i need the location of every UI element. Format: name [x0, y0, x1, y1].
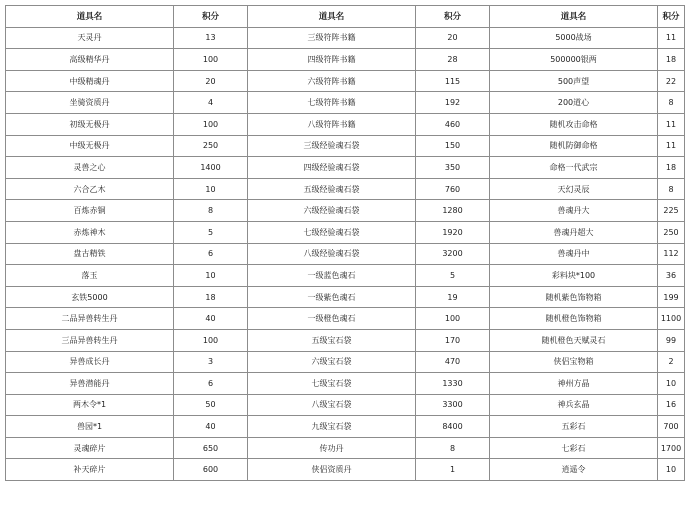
header-row — [6, 6, 685, 28]
points-cell: 460 — [416, 113, 490, 135]
points-cell: 350 — [416, 157, 490, 179]
points-cell: 4 — [174, 92, 248, 114]
points-cell: 10 — [658, 459, 685, 481]
item-name-cell: 兽魂丹中 — [490, 243, 658, 265]
item-name-cell: 盘古精铁 — [6, 243, 174, 265]
item-name-cell: 逍遥令 — [490, 459, 658, 481]
table-row — [6, 437, 685, 459]
item-name-cell: 传功丹 — [248, 437, 416, 459]
item-name-cell: 500声望 — [490, 70, 658, 92]
points-cell: 8 — [658, 92, 685, 114]
item-name-cell: 玄铁5000 — [6, 286, 174, 308]
points-cell: 99 — [658, 329, 685, 351]
points-cell: 18 — [658, 49, 685, 71]
points-cell: 1700 — [658, 437, 685, 459]
item-name-cell: 七彩石 — [490, 437, 658, 459]
table-row — [6, 221, 685, 243]
item-name-cell: 异兽潜能丹 — [6, 373, 174, 395]
item-name-cell: 随机攻击命格 — [490, 113, 658, 135]
table-row — [6, 200, 685, 222]
points-cell: 10 — [174, 265, 248, 287]
item-name-cell: 天灵丹 — [6, 27, 174, 49]
item-name-cell: 补天碎片 — [6, 459, 174, 481]
header-points-1: 积分 — [174, 6, 248, 28]
header-item-name-1: 道具名 — [6, 6, 174, 28]
item-name-cell: 神州方晶 — [490, 373, 658, 395]
table-row — [6, 178, 685, 200]
table-row — [6, 329, 685, 351]
item-name-cell: 随机橙色天赋灵石 — [490, 329, 658, 351]
item-name-cell: 兽魂丹大 — [490, 200, 658, 222]
points-cell: 18 — [658, 157, 685, 179]
points-cell: 11 — [658, 135, 685, 157]
item-name-cell: 天幻灵辰 — [490, 178, 658, 200]
item-name-cell: 一级紫色魂石 — [248, 286, 416, 308]
points-cell: 5 — [174, 221, 248, 243]
table-row — [6, 416, 685, 438]
points-cell: 8 — [174, 200, 248, 222]
item-name-cell: 坐骑资质丹 — [6, 92, 174, 114]
points-cell: 8400 — [416, 416, 490, 438]
item-name-cell: 随机防御命格 — [490, 135, 658, 157]
points-cell: 3200 — [416, 243, 490, 265]
points-cell: 8 — [658, 178, 685, 200]
points-cell: 16 — [658, 394, 685, 416]
points-cell: 700 — [658, 416, 685, 438]
points-cell: 10 — [174, 178, 248, 200]
points-cell: 760 — [416, 178, 490, 200]
item-name-cell: 七级经验魂石袋 — [248, 221, 416, 243]
points-cell: 150 — [416, 135, 490, 157]
points-cell: 3300 — [416, 394, 490, 416]
table-row — [6, 70, 685, 92]
item-name-cell: 兽魂丹超大 — [490, 221, 658, 243]
item-name-cell: 灵兽之心 — [6, 157, 174, 179]
item-name-cell: 高级精华丹 — [6, 49, 174, 71]
item-name-cell: 一级蓝色魂石 — [248, 265, 416, 287]
item-name-cell: 百炼赤铜 — [6, 200, 174, 222]
item-name-cell: 三级符阵书籍 — [248, 27, 416, 49]
table-row — [6, 92, 685, 114]
item-name-cell: 一级橙色魂石 — [248, 308, 416, 330]
item-name-cell: 八级经验魂石袋 — [248, 243, 416, 265]
item-name-cell: 异兽成长丹 — [6, 351, 174, 373]
item-name-cell: 赤炼神木 — [6, 221, 174, 243]
header-points-3: 积分 — [658, 6, 685, 28]
table-row — [6, 265, 685, 287]
points-cell: 650 — [174, 437, 248, 459]
points-cell: 18 — [174, 286, 248, 308]
item-name-cell: 命格一代武宗 — [490, 157, 658, 179]
points-cell: 36 — [658, 265, 685, 287]
item-name-cell: 两木令*1 — [6, 394, 174, 416]
item-name-cell: 三级经验魂石袋 — [248, 135, 416, 157]
item-name-cell: 侠侣资质丹 — [248, 459, 416, 481]
points-cell: 115 — [416, 70, 490, 92]
item-name-cell: 四级经验魂石袋 — [248, 157, 416, 179]
item-name-cell: 随机紫色饰物箱 — [490, 286, 658, 308]
item-name-cell: 200道心 — [490, 92, 658, 114]
item-name-cell: 中级精魂丹 — [6, 70, 174, 92]
item-name-cell: 六合乙木 — [6, 178, 174, 200]
item-name-cell: 落玉 — [6, 265, 174, 287]
points-cell: 199 — [658, 286, 685, 308]
points-cell: 1330 — [416, 373, 490, 395]
item-name-cell: 六级经验魂石袋 — [248, 200, 416, 222]
points-exchange-table — [5, 5, 685, 481]
points-cell: 2 — [658, 351, 685, 373]
points-cell: 22 — [658, 70, 685, 92]
item-name-cell: 500000银两 — [490, 49, 658, 71]
points-cell: 1920 — [416, 221, 490, 243]
item-name-cell: 中级无极丹 — [6, 135, 174, 157]
item-name-cell: 二品异兽转生丹 — [6, 308, 174, 330]
item-name-cell: 三品异兽转生丹 — [6, 329, 174, 351]
item-name-cell: 兽园*1 — [6, 416, 174, 438]
item-name-cell: 五彩石 — [490, 416, 658, 438]
item-name-cell: 灵魂碎片 — [6, 437, 174, 459]
item-name-cell: 五级宝石袋 — [248, 329, 416, 351]
table-row — [6, 49, 685, 71]
table-row — [6, 157, 685, 179]
table-row — [6, 243, 685, 265]
table-row — [6, 135, 685, 157]
points-cell: 40 — [174, 416, 248, 438]
points-cell: 10 — [658, 373, 685, 395]
points-cell: 8 — [416, 437, 490, 459]
header-item-name-2: 道具名 — [248, 6, 416, 28]
points-cell: 6 — [174, 243, 248, 265]
table-row — [6, 459, 685, 481]
item-name-cell: 五级经验魂石袋 — [248, 178, 416, 200]
points-cell: 100 — [174, 113, 248, 135]
header-item-name-3: 道具名 — [490, 6, 658, 28]
item-name-cell: 六级宝石袋 — [248, 351, 416, 373]
item-name-cell: 彩料块*100 — [490, 265, 658, 287]
points-cell: 600 — [174, 459, 248, 481]
points-cell: 170 — [416, 329, 490, 351]
item-name-cell: 七级宝石袋 — [248, 373, 416, 395]
points-cell: 100 — [174, 329, 248, 351]
points-cell: 250 — [174, 135, 248, 157]
item-name-cell: 5000战场 — [490, 27, 658, 49]
points-cell: 20 — [174, 70, 248, 92]
item-name-cell: 随机橙色饰物箱 — [490, 308, 658, 330]
points-cell: 40 — [174, 308, 248, 330]
points-cell: 192 — [416, 92, 490, 114]
points-cell: 11 — [658, 113, 685, 135]
item-name-cell: 六级符阵书籍 — [248, 70, 416, 92]
item-name-cell: 初级无极丹 — [6, 113, 174, 135]
table-row — [6, 394, 685, 416]
points-cell: 1280 — [416, 200, 490, 222]
table-row — [6, 27, 685, 49]
table-body — [6, 27, 685, 480]
points-cell: 225 — [658, 200, 685, 222]
item-name-cell: 侠侣宝物箱 — [490, 351, 658, 373]
item-name-cell: 四级符阵书籍 — [248, 49, 416, 71]
points-cell: 112 — [658, 243, 685, 265]
table-row — [6, 351, 685, 373]
points-cell: 6 — [174, 373, 248, 395]
points-cell: 28 — [416, 49, 490, 71]
points-cell: 50 — [174, 394, 248, 416]
points-cell: 1 — [416, 459, 490, 481]
points-cell: 1100 — [658, 308, 685, 330]
header-points-2: 积分 — [416, 6, 490, 28]
points-cell: 1400 — [174, 157, 248, 179]
points-cell: 11 — [658, 27, 685, 49]
points-cell: 19 — [416, 286, 490, 308]
table-row — [6, 113, 685, 135]
item-name-cell: 八级符阵书籍 — [248, 113, 416, 135]
points-cell: 100 — [416, 308, 490, 330]
item-name-cell: 七级符阵书籍 — [248, 92, 416, 114]
points-cell: 20 — [416, 27, 490, 49]
points-cell: 100 — [174, 49, 248, 71]
item-name-cell: 九级宝石袋 — [248, 416, 416, 438]
table-row — [6, 308, 685, 330]
points-cell: 13 — [174, 27, 248, 49]
points-cell: 470 — [416, 351, 490, 373]
item-name-cell: 八级宝石袋 — [248, 394, 416, 416]
points-cell: 5 — [416, 265, 490, 287]
table-row — [6, 373, 685, 395]
table-row — [6, 286, 685, 308]
points-cell: 3 — [174, 351, 248, 373]
points-cell: 250 — [658, 221, 685, 243]
item-name-cell: 神兵玄晶 — [490, 394, 658, 416]
